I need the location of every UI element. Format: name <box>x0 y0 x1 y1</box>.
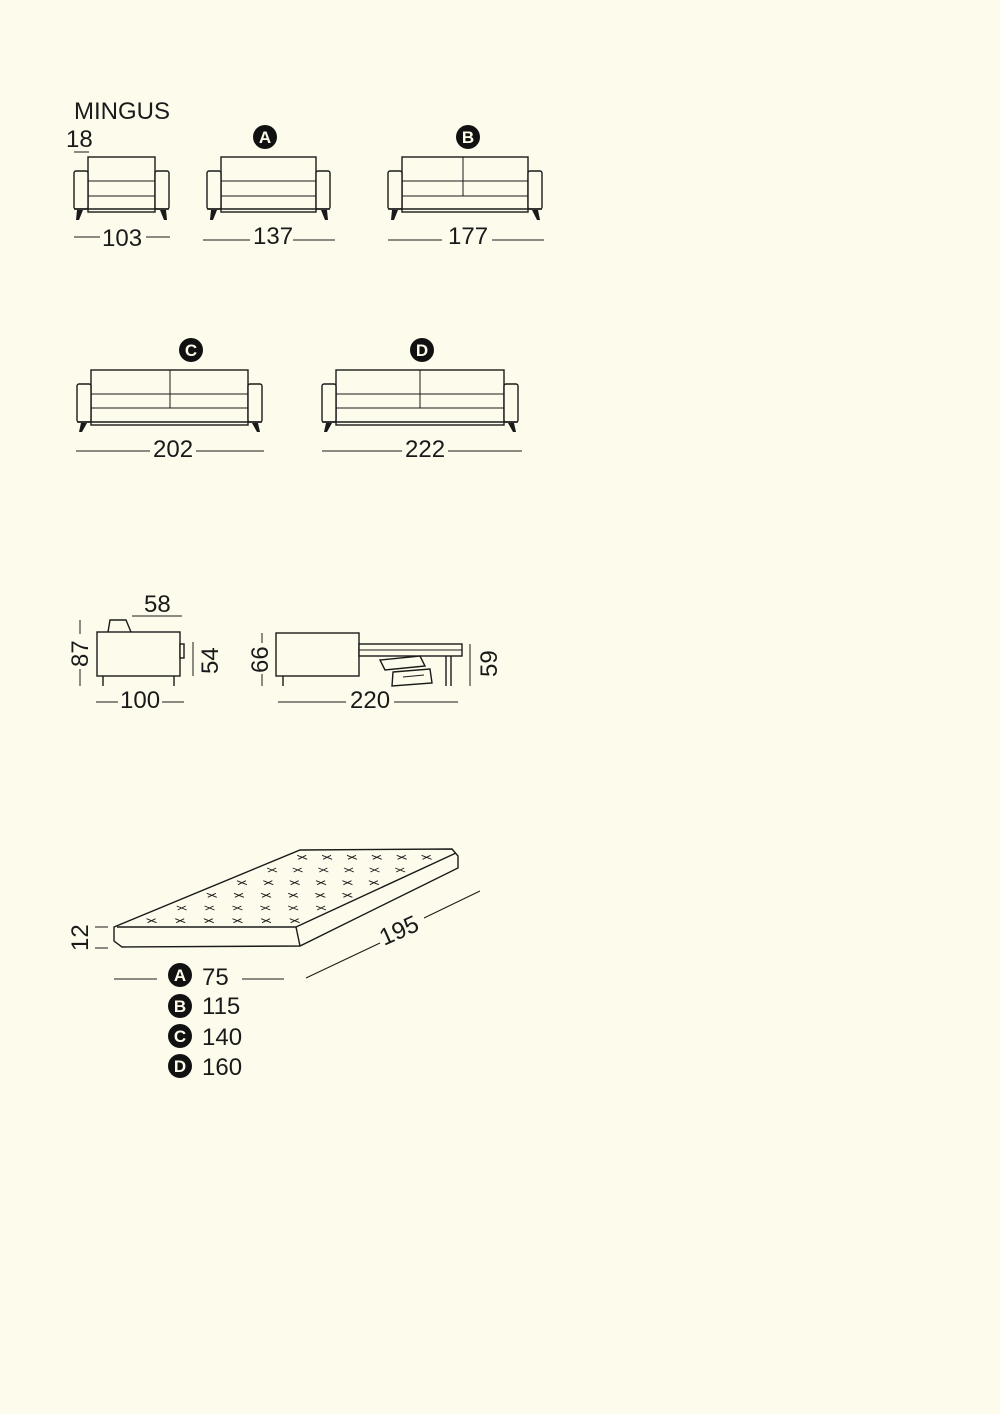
svg-text:C: C <box>173 1027 187 1046</box>
svg-text:222: 222 <box>405 436 446 463</box>
sofa-d-front-view <box>322 370 518 432</box>
svg-text:59: 59 <box>476 650 503 677</box>
svg-text:195: 195 <box>375 910 424 952</box>
sofa-b-width-dimension <box>388 223 544 250</box>
svg-text:103: 103 <box>102 225 143 252</box>
svg-text:D: D <box>415 341 429 360</box>
svg-text:137: 137 <box>253 223 294 250</box>
svg-text:115: 115 <box>202 993 241 1020</box>
sofa-bed-open-view <box>276 633 462 686</box>
sofa-b-front-view <box>388 157 542 220</box>
armrest-width-dimension <box>66 126 93 153</box>
sofa-c-width-dimension <box>76 436 264 463</box>
seat-height-dimension <box>193 642 224 676</box>
mattress-thickness-dimension <box>67 924 108 951</box>
sofa-side-view <box>97 620 184 686</box>
sofa-d-width-dimension <box>322 436 522 463</box>
svg-text:B: B <box>173 997 187 1016</box>
sofa-a-front-view <box>207 157 330 220</box>
depth-dimension <box>96 687 184 714</box>
open-length-dimension <box>278 687 458 714</box>
svg-text:12: 12 <box>67 924 94 951</box>
svg-text:202: 202 <box>153 436 194 463</box>
svg-text:66: 66 <box>247 646 274 673</box>
mattress-width-b <box>168 993 240 1020</box>
svg-text:140: 140 <box>202 1024 243 1051</box>
svg-text:B: B <box>461 128 475 147</box>
svg-text:D: D <box>173 1057 187 1076</box>
mattress-width-a <box>168 963 229 991</box>
svg-text:A: A <box>173 966 187 985</box>
badge-c-front <box>179 338 203 362</box>
badge-a-top <box>253 125 277 149</box>
svg-text:C: C <box>184 341 198 360</box>
sofa-c-front-view <box>77 370 262 432</box>
product-title: MINGUS <box>74 98 170 125</box>
total-height-dimension <box>67 620 94 686</box>
svg-text:160: 160 <box>202 1054 243 1081</box>
mattress-width-d <box>168 1054 242 1081</box>
svg-text:18: 18 <box>66 126 93 153</box>
svg-text:A: A <box>258 128 272 147</box>
armchair-front-view <box>74 157 169 220</box>
back-height-dimension <box>247 633 274 686</box>
svg-text:58: 58 <box>144 591 171 618</box>
svg-text:177: 177 <box>448 223 489 250</box>
mattress-width-c <box>168 1024 242 1051</box>
badge-b-top <box>456 125 480 149</box>
svg-text:54: 54 <box>197 647 224 674</box>
badge-d-front <box>410 338 434 362</box>
svg-text:75: 75 <box>202 964 229 991</box>
bed-height-dimension <box>470 644 503 686</box>
svg-text:87: 87 <box>67 640 94 667</box>
svg-text:100: 100 <box>120 687 161 714</box>
sofa-a-width-dimension <box>203 223 335 250</box>
svg-text:220: 220 <box>350 687 391 714</box>
seat-depth-dimension <box>132 591 182 618</box>
armchair-width-dimension <box>74 225 170 252</box>
